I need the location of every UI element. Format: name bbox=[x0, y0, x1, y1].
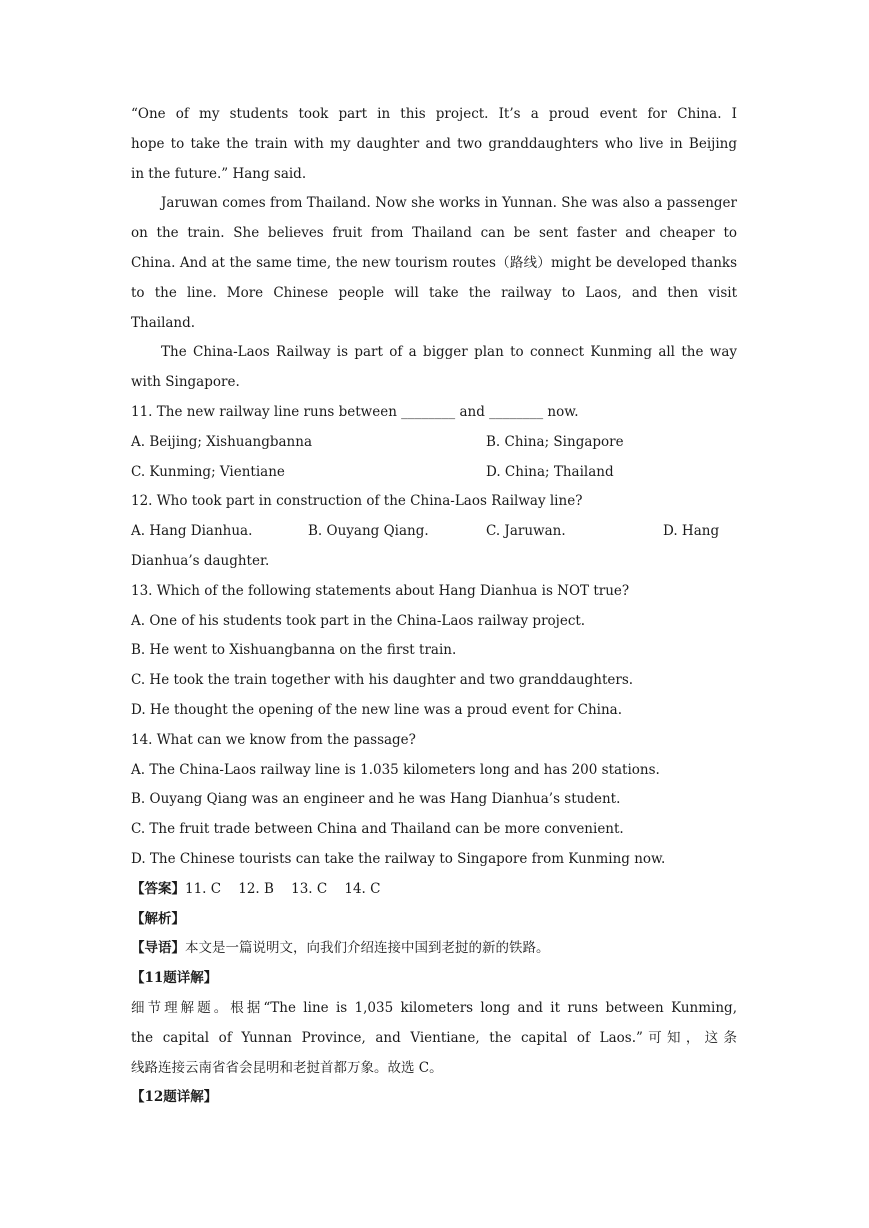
text-line: Thailand. bbox=[131, 314, 196, 331]
text-line: in the future.” Hang said. bbox=[131, 165, 307, 182]
option-c: C. Kunming; Vientiane bbox=[131, 463, 285, 480]
q11-detail-text bbox=[131, 994, 737, 1083]
option-a: A. The China-Laos railway line is 1.035 kilometers long and has 200 stations. bbox=[131, 761, 660, 778]
question-stem: 13. Which of the following statements about Hang Dianhua is NOT true? bbox=[131, 582, 630, 599]
text-line: to the line. More Chinese people will take the railway to Laos, and then visit bbox=[131, 284, 737, 301]
text-line: with Singapore. bbox=[131, 374, 240, 391]
option-b: B. He went to Xishuangbanna on the first train. bbox=[131, 642, 457, 659]
option-d: D. China; Thailand bbox=[486, 463, 614, 480]
answer-label: 【答案】 bbox=[131, 880, 185, 897]
text-line: the capital of Yunnan Province, and Vientiane, the capital of Laos.”可知，这条 bbox=[131, 1029, 737, 1046]
option-d: D. The Chinese tourists can take the railway to Singapore from Kunming now. bbox=[131, 850, 666, 867]
text-line: China. And at the same time, the new tourism routes（路线）might be developed thanks bbox=[131, 254, 737, 271]
text-line: Jaruwan comes from Thailand. Now she works in Yunnan. She was also a passenger bbox=[161, 195, 737, 212]
question-14 bbox=[131, 726, 737, 875]
answer-text: 11. C 12. B 13. C 14. C bbox=[185, 880, 381, 897]
option-row bbox=[131, 517, 737, 547]
option-c: C. The fruit trade between China and Thailand can be more convenient. bbox=[131, 821, 624, 838]
intro-text: 本文是一篇说明文，向我们介绍连接中国到老挝的新的铁路。 bbox=[185, 940, 550, 957]
option-c: C. Jaruwan. bbox=[486, 523, 566, 540]
text-line: on the train. She believes fruit from Thailand can be sent faster and cheaper to bbox=[131, 225, 737, 242]
intro-line bbox=[131, 934, 737, 964]
option-d: D. Hang bbox=[663, 523, 720, 540]
q12-detail-label: 【12题详解】 bbox=[131, 1089, 218, 1106]
text-line: “One of my students took part in this project. It’s a proud event for China. I bbox=[131, 106, 737, 122]
question-stem: 12. Who took part in construction of the China-Laos Railway line? bbox=[131, 493, 583, 510]
text-line: 细节理解题。根据“The line is 1,035 kilometers long and it runs between Kunming, bbox=[131, 999, 737, 1016]
text-line: The China-Laos Railway is part of a bigger plan to connect Kunming all the way bbox=[161, 344, 737, 361]
page-content bbox=[131, 100, 737, 1113]
question-12 bbox=[131, 487, 737, 576]
text-line: 线路连接云南省省会昆明和老挝首都万象。故选 C。 bbox=[131, 1059, 443, 1076]
option-row bbox=[131, 428, 737, 458]
option-a: A. Hang Dianhua. bbox=[131, 523, 253, 540]
option-c: C. He took the train together with his daughter and two granddaughters. bbox=[131, 672, 634, 689]
question-stem: 14. What can we know from the passage? bbox=[131, 731, 416, 748]
passage-paragraph-2 bbox=[131, 189, 737, 338]
option-a: A. Beijing; Xishuangbanna bbox=[131, 433, 312, 450]
option-d-continued: Dianhua’s daughter. bbox=[131, 552, 270, 569]
q11-detail-label: 【11题详解】 bbox=[131, 970, 218, 987]
option-b: B. China; Singapore bbox=[486, 433, 624, 450]
option-d: D. He thought the opening of the new line was a proud event for China. bbox=[131, 701, 623, 718]
passage-paragraph-3 bbox=[131, 338, 737, 398]
intro-label: 【导语】 bbox=[131, 940, 185, 957]
text-line: hope to take the train with my daughter and two granddaughters who live in Beijing bbox=[131, 135, 737, 152]
option-a: A. One of his students took part in the China-Laos railway project. bbox=[131, 612, 586, 629]
passage-paragraph-1 bbox=[131, 100, 737, 189]
option-b: B. Ouyang Qiang. bbox=[308, 523, 429, 540]
option-row bbox=[131, 458, 737, 488]
answer-line bbox=[131, 875, 737, 905]
question-13 bbox=[131, 577, 737, 726]
question-stem: 11. The new railway line runs between ________ and ________ now. bbox=[131, 403, 579, 420]
option-b: B. Ouyang Qiang was an engineer and he was Hang Dianhua’s student. bbox=[131, 791, 621, 808]
analysis-label: 【解析】 bbox=[131, 910, 185, 927]
question-11 bbox=[131, 398, 737, 487]
